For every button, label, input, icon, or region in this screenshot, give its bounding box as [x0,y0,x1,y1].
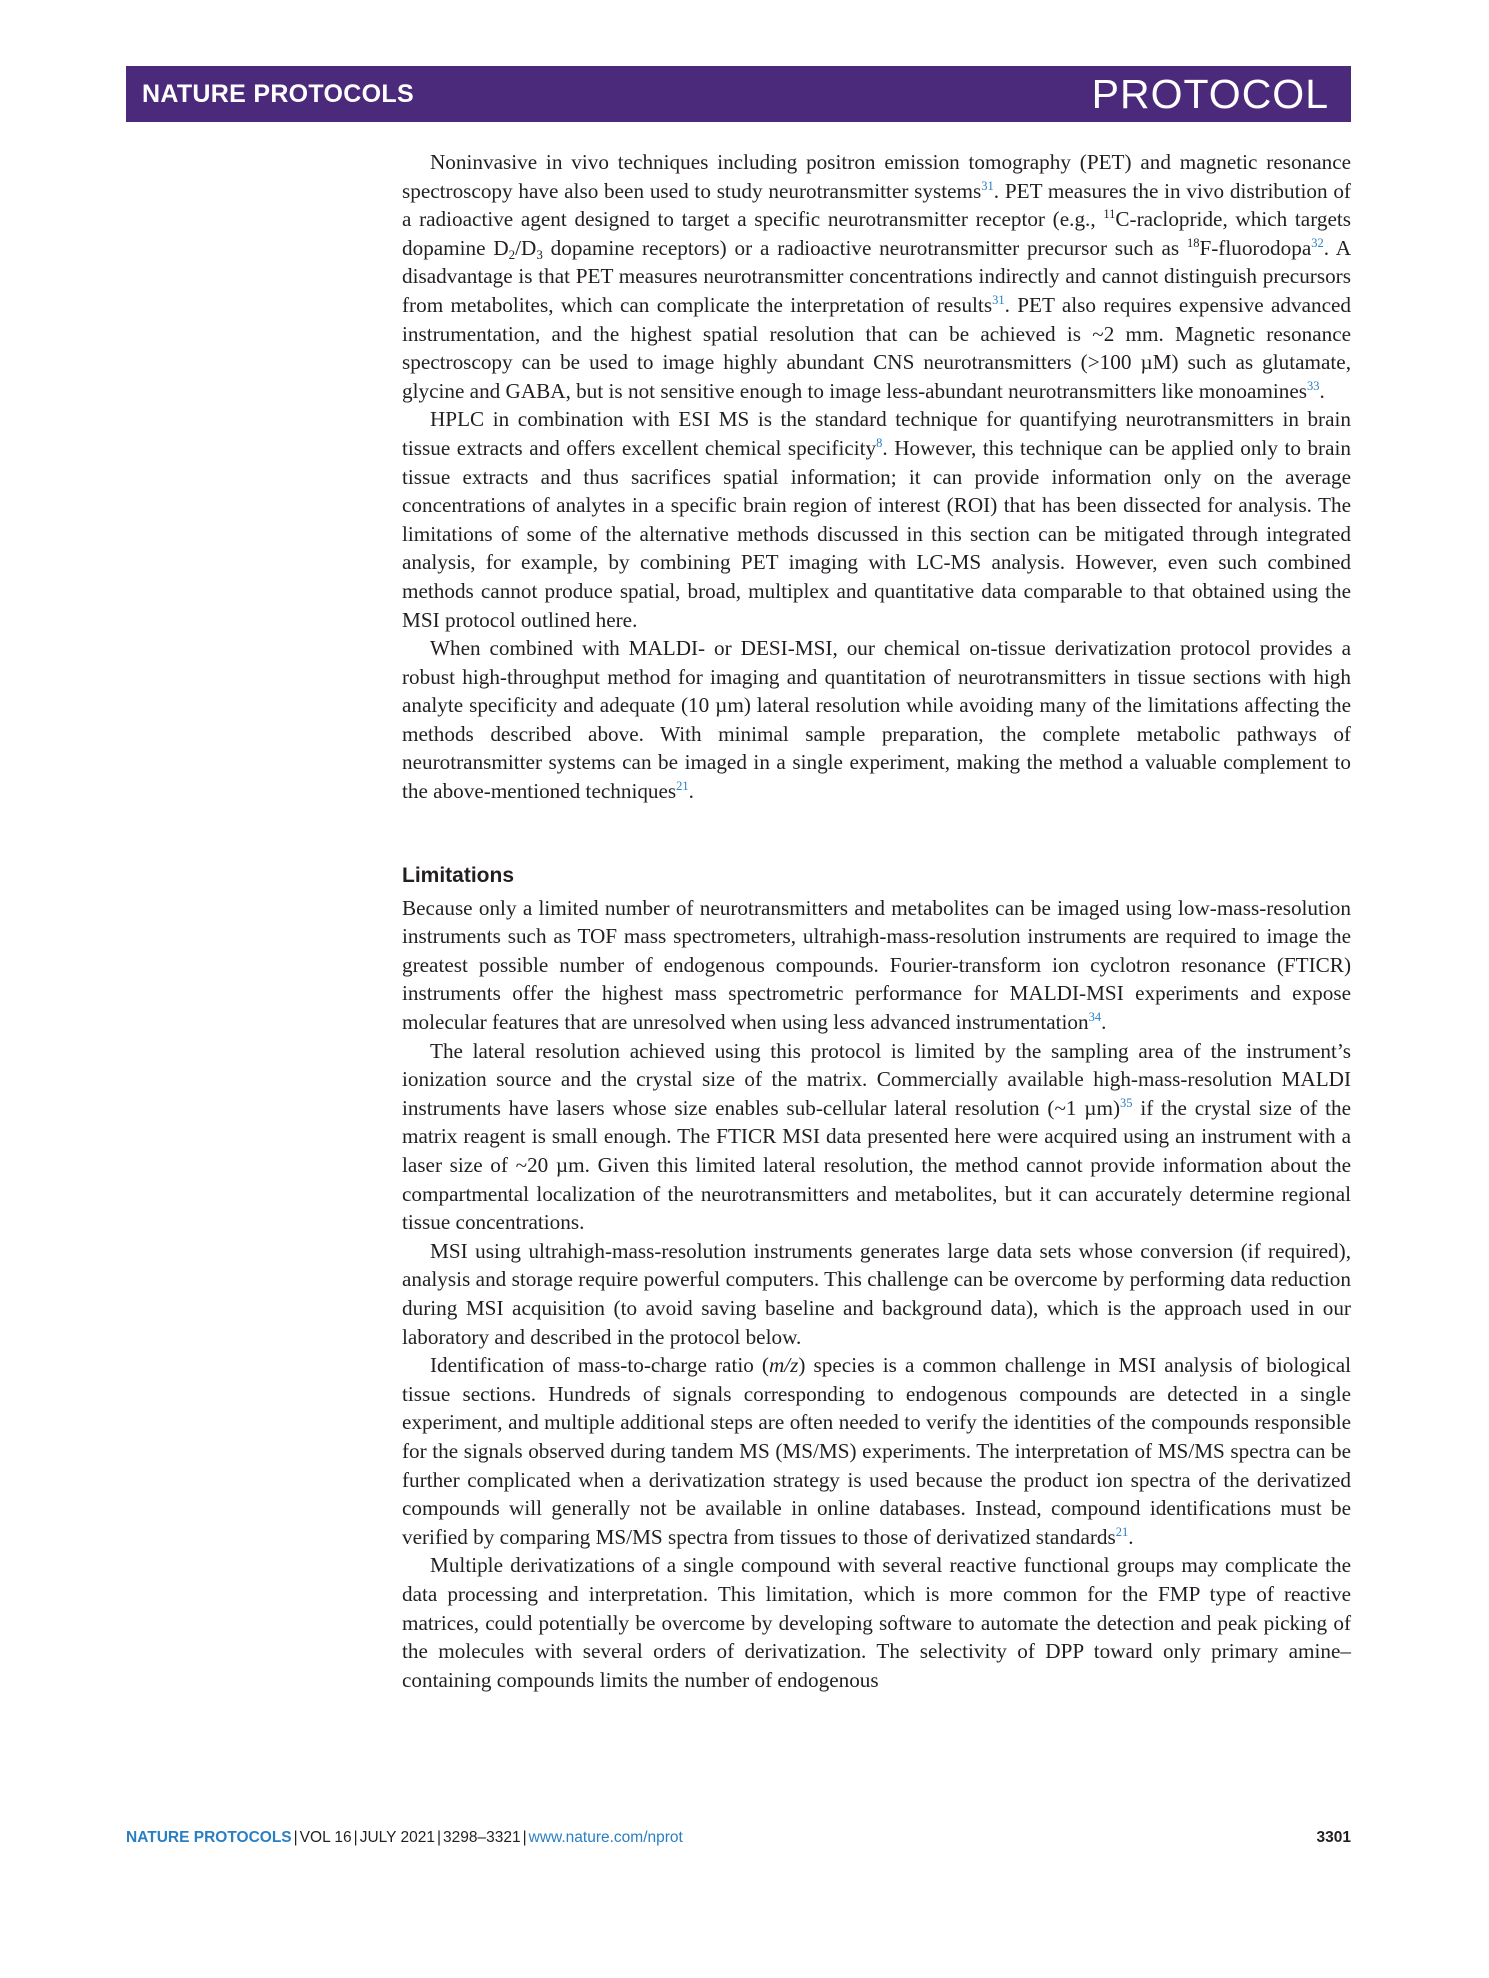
footer-separator: | [293,1829,298,1846]
subscript: 3 [536,246,543,262]
paragraph-mass-resolution: Because only a limited number of neurotransmitters and metabolites can be imaged using low-mass-resolution instruments such as TOF mass spectrometers, ultrahigh-mass-resolution instruments are required to image the greatest possible number of endogenous compounds. Fourier-transform ion cyclotron resonance (FTICR) instruments offer the highest mass spectrometric performance for MALDI-MSI experiments and expose molecular features that are unresolved when using less advanced instrumentation$^{34}$. [402,895,1351,1035]
paragraph-lateral-resolution: The lateral resolution achieved using this protocol is limited by the sampling area of the instrument’s ionization source and the crystal size of the matrix. Commercially available high-mass-resolution MALDI instruments have lasers whose size enables sub-cellular lateral resolution (~1 µm)$^{35}$ if the crystal size of the matrix reagent is small enough. The FTICR MSI data presented here were acquired using an instrument with a laser size of ~20 µm. Given this limited lateral resolution, the method cannot provide information about the compartmental localization of the neurotransmitters and metabolites, but it can accurately determine regional tissue concentrations. [402,1038,1351,1235]
paragraph-identification: Identification of mass-to-charge ratio (m/z) species is a common challenge in MSI analysis of biological tissue sections. Hundreds of signals corresponding to endogenous compounds are detected in a single experiment, and multiple additional steps are often needed to verify the identities of the compounds responsible for the signals observed during tandem MS (MS/MS) experiments. The interpretation of MS/MS spectra can be further complicated when a derivatization strategy is used because the product ion spectra of the derivatized compounds will generally not be available in online databases. Instead, compound identifications must be verified by comparing MS/MS spectra from tissues to those of derivatized standards$^{21}$. [402,1353,1352,1549]
citation-link[interactable]: 21 [676,779,689,794]
subscript: 2 [508,246,516,262]
footer-separator: | [436,1829,441,1846]
footer-volume: VOL 16 [299,1829,352,1846]
page-footer [126,1829,1351,1853]
footer-separator: | [353,1829,358,1846]
footer-pages: 3298–3321 [443,1829,521,1846]
paragraph-data-sets: MSI using ultrahigh-mass-resolution instruments generates large data sets whose conversion (if required), analysis and storage require powerful computers. This challenge can be overcome by performing data reduction during MSI acquisition (to avoid saving baseline and background data), which is the approach used in our laboratory and described in the protocol below. [402,1238,1351,1349]
journal-banner [126,66,1351,122]
paragraph-pet: Noninvasive in vivo techniques including positron emission tomography (PET) and magnetic resonance spectroscopy have also been used to study neurotransmitter systems$^{31}$. PET measures the in vivo distribution of a radioactive agent designed to target a specific neurotransmitter receptor (e.g., $^{11}$C-raclopride, which targets dopamine $D_2/D_3$ dopamine receptors) or a radioactive neurotransmitter precursor such as $^{18}$F-fluorodopa$^{32}$. A disadvantage is that PET measures neurotransmitter concentrations indirectly and cannot distinguish precursors from metabolites, which can complicate the interpretation of results$^{31}$. PET also requires expensive advanced instrumentation, and the highest spatial resolution that can be achieved is ~2 mm. Magnetic resonance spectroscopy can be used to image highly abundant CNS neurotransmitters (>100 µM) such as glutamate, glycine and GABA, but is not sensitive enough to image less-abundant neurotransmitters like monoamines$^{33}$. [402,150,1351,403]
paragraph-hplc: HPLC in combination with ESI MS is the standard technique for quantifying neurotransmitters in brain tissue extracts and offers excellent chemical specificity$^8$. However, this technique can be applied only to brain tissue extracts and thus sacrifices spatial information; it can provide information only on the average concentrations of analytes in a specific brain region of interest (ROI) that has been dissected for analysis. The limitations of some of the alternative methods discussed in this section can be mitigated through integrated analysis, for example, by combining PET imaging with LC-MS analysis. However, even such combined methods cannot produce spatial, broad, multiplex and quantitative data comparable to that obtained using the MSI protocol outlined here. [402,407,1351,632]
footer-journal-link[interactable]: www.nature.com/nprot [528,1829,683,1846]
citation-link[interactable]: 31 [981,178,994,193]
citation-link[interactable]: 32 [1311,235,1324,250]
footer-journal: NATURE PROTOCOLS [126,1829,292,1846]
citation-link[interactable]: 8 [876,435,883,450]
journal-name: NATURE PROTOCOLS [142,80,414,108]
footer-separator: | [522,1829,527,1846]
citation-link[interactable]: 31 [992,292,1005,307]
paragraph-maldi-desi: When combined with MALDI- or DESI-MSI, our chemical on-tissue derivatization protocol provides a robust high-throughput method for imaging and quantitation of neurotransmitters in tissue sections with high analyte specificity and adequate (10 µm) lateral resolution while avoiding many of the limitations affecting the methods described above. With minimal sample preparation, the complete metabolic pathways of neurotransmitter systems can be imaged in a single experiment, making the method a valuable complement to the above-mentioned techniques$^{21}$. [402,636,1351,804]
citation-link[interactable]: 33 [1307,378,1320,393]
section-heading-limitations: Limitations [402,863,515,887]
citation-link[interactable]: 34 [1088,1010,1102,1025]
page-number: 3301 [1316,1829,1351,1846]
citation-link[interactable]: 21 [1115,1524,1129,1539]
isotope-mass: 18 [1186,235,1200,250]
footer-date: JULY 2021 [359,1829,435,1846]
article-body [402,148,1351,1694]
isotope-mass: 11 [1103,207,1116,222]
paragraph-multiple-derivatizations: Multiple derivatizations of a single compound with several reactive functional groups may complicate the data processing and interpretation. This limitation, which is more common for the FMP type of reactive matrices, could potentially be overcome by developing software to automate the detection and peak picking of the molecules with several orders of derivatization. The selectivity of DPP toward only primary amine–containing compounds limits the number of endogenous [402,1553,1351,1692]
article-type: PROTOCOL [1091,71,1329,117]
citation-link[interactable]: 35 [1120,1095,1133,1110]
